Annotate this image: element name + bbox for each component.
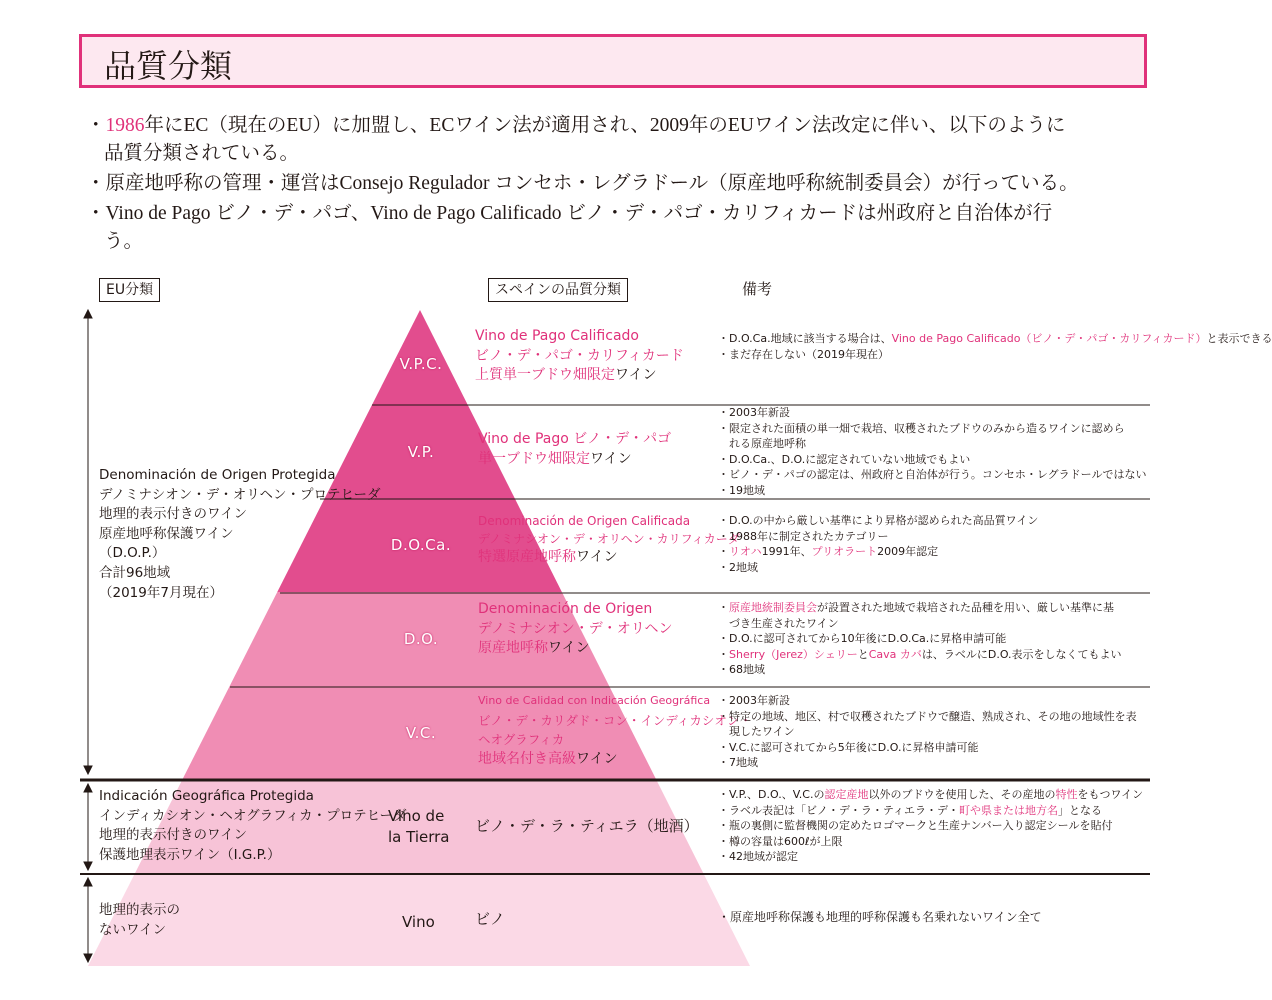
header-notes: 備考	[742, 280, 773, 298]
note-text: ・限定された面積の単一畑で栽培、収穫されたブドウのみから造るワインに認めら	[718, 421, 1125, 435]
note-text: ・D.O.Ca.、D.O.に認定されていない地域でもよい	[718, 452, 971, 466]
note-highlight: 特性	[1055, 788, 1078, 801]
name-line: Vino de Pago Calificado	[475, 328, 639, 344]
page-title: 品質分類	[104, 47, 233, 85]
name-line: ヘオグラフィカ	[478, 732, 565, 747]
vdlt-label-line: Vino de	[388, 807, 445, 825]
name-line: 単一ブドウ畑限定	[478, 450, 590, 467]
note-text: ・V.P.、D.O.、V.C.の	[718, 788, 825, 801]
note-highlight: Cava カバ	[868, 647, 922, 661]
name-line-suffix: ワイン	[590, 450, 632, 467]
note-text: ・瓶の裏側に監督機関の定めたロゴマークと生産ナンバー入り認定シールを貼付	[718, 819, 1113, 832]
name-line: ビノ・デ・パゴ・カリフィカード	[475, 347, 684, 364]
header-spain: スペインの品質分類	[488, 278, 628, 302]
note-highlight: Vino de Pago Calificado（ビノ・デ・パゴ・カリフィカード）	[891, 332, 1207, 345]
intro-line-1-text: 年にEC（現在のEU）に加盟し、ECワイン法が適用され、2009年のEUワイン法改定に伴い、以下のように	[144, 115, 1066, 136]
name-line: Denominación de Origen	[478, 601, 653, 617]
eu-group-dop	[99, 466, 380, 603]
note-text: ・D.O.に認可されてから10年後にD.O.Ca.に昇格申請可能	[718, 632, 1007, 645]
note-highlight: 認定産地	[824, 788, 869, 801]
name-line: 上質単一ブドウ畑限定	[475, 367, 615, 383]
eu-dop-line: 原産地呼称保護ワイン	[99, 525, 234, 542]
eu-dop-line: 地理的表示付きのワイン	[99, 506, 248, 523]
intro-line-2: 品質分類されている。	[104, 143, 300, 164]
intro-line-3: ・原産地呼称の管理・運営はConsejo Regulador コンセホ・レグラドール（原産地呼称統制委員会）が行っている。	[86, 173, 1079, 194]
note-highlight: リオハ	[729, 545, 762, 558]
eu-dop-line: （2019年7月現在）	[99, 584, 223, 601]
note-text: ・2地域	[718, 560, 758, 574]
notes-vpc	[718, 331, 1272, 362]
note-text: ・42地域が認定	[718, 850, 798, 863]
intro-line-4: ・Vino de Pago ビノ・デ・パゴ、Vino de Pago Calificado ビノ・デ・パゴ・カリフィカードは州政府と自治体が行	[86, 203, 1053, 224]
note-text: ・D.O.Ca.地域に該当する場合は、	[718, 332, 892, 345]
note-text: 2009年認定	[877, 545, 939, 558]
note-text: ・	[718, 601, 729, 614]
note-text: ・ビノ・デ・パゴの認定は、州政府と自治体が行う。コンセホ・レグラドールではない	[718, 468, 1147, 481]
note-text: 」となる	[1058, 803, 1103, 817]
note-text: 現したワイン	[718, 725, 795, 738]
eu-none-line: ないワイン	[99, 921, 167, 938]
note-text: ・	[718, 545, 729, 558]
note-text: ・まだ存在しない（2019年現在）	[718, 347, 889, 361]
vino-label: Vino	[402, 913, 435, 931]
vdlt-label-line: la Tierra	[388, 828, 450, 846]
level-vp-names	[478, 430, 671, 469]
note-text: ・D.O.の中から厳しい基準により昇格が認められた高品質ワイン	[718, 514, 1039, 527]
note-text: ・68地域	[718, 663, 765, 676]
level-vpc-label: V.P.C.	[399, 355, 443, 373]
vino-jp: ビノ	[475, 910, 505, 928]
name-line-suffix: ワイン	[615, 367, 657, 383]
note-text: が設置された地域で栽培された品種を用い、厳しい基準に基	[817, 601, 1114, 614]
name-line: 地域名付き高級	[478, 750, 576, 767]
vdlt-jp: ビノ・デ・ラ・ティエラ（地酒）	[475, 817, 699, 835]
level-doca-names	[478, 512, 740, 566]
notes-vp	[718, 405, 1146, 498]
name-line: Vino de Pago ビノ・デ・パゴ	[478, 431, 672, 447]
name-line: ビノ・デ・カリダド・コン・インディカシオン・	[478, 712, 752, 728]
eu-dop-line: （D.O.P.）	[99, 545, 166, 562]
name-line-suffix: ワイン	[548, 640, 590, 656]
note-text: ・ラベル表記は「ビノ・デ・ラ・ティエラ・デ・	[718, 803, 960, 817]
level-vpc-names	[475, 327, 684, 386]
eu-igp-line: インディカシオン・ヘオグラフィカ・プロテヒーダ	[99, 807, 407, 824]
name-line: 特選原産地呼称	[478, 549, 576, 565]
note-text: は、ラベルにD.O.表示をしなくてもよい	[921, 647, 1122, 661]
note-highlight: 町や県または地方名	[959, 803, 1059, 817]
eu-none-line: 地理的表示の	[99, 902, 180, 918]
header-eu: EU分類	[99, 278, 160, 302]
note-text: れる原産地呼称	[718, 437, 806, 450]
level-doca-label: D.O.Ca.	[390, 536, 452, 554]
eu-dop-line: Denominación de Origen Protegida	[99, 467, 336, 483]
intro-line-5: う。	[104, 231, 144, 252]
level-do-names	[478, 600, 672, 659]
year-highlight: 1986	[105, 115, 145, 136]
notes-vdlt	[718, 787, 1143, 865]
name-line: デノミナシオン・デ・オリヘン・カリフィカーダ	[478, 532, 740, 546]
name-line-suffix: ワイン	[576, 549, 618, 565]
name-line: Denominación de Origen Calificada	[478, 514, 691, 528]
bullet: ・	[86, 115, 106, 136]
eu-group-none	[99, 901, 180, 940]
vdlt-label	[388, 806, 450, 848]
notes-vino: ・原産地呼称保護も地理的呼称保護も名乗れないワイン全て	[718, 910, 1042, 924]
note-highlight: 原産地統制委員会	[729, 601, 817, 614]
name-line-suffix: ワイン	[576, 750, 618, 767]
note-text: ・樽の容量は600ℓが上限	[718, 834, 843, 848]
eu-dop-line: 合計96地域	[99, 564, 171, 581]
note-text: ・2003年新設	[718, 694, 790, 707]
note-text: ・特定の地域、地区、村で収穫されたブドウで醸造、熟成され、その地の地域性を表	[718, 709, 1137, 723]
eu-dop-line: デノミナシオン・デ・オリヘン・プロテヒーダ	[99, 486, 381, 503]
eu-igp-line: 保護地理表示ワイン（I.G.P.）	[99, 846, 281, 863]
notes-doca	[718, 513, 1038, 575]
note-text: をもつワイン	[1077, 788, 1144, 801]
note-text: と表示できる	[1206, 332, 1272, 345]
eu-igp-line: 地理的表示付きのワイン	[99, 827, 248, 844]
notes-vc	[718, 693, 1137, 771]
name-line: 原産地呼称	[478, 640, 548, 656]
note-text: づき生産されたワイン	[718, 616, 839, 630]
note-text: ・1988年に制定されたカテゴリー	[718, 529, 889, 543]
note-text: ・V.C.に認可されてから5年後にD.O.に昇格申請可能	[718, 740, 979, 754]
note-text: と	[857, 647, 869, 661]
note-highlight: Sherry（Jerez）シェリー	[729, 647, 858, 661]
name-line: Vino de Calidad con Indicación Geográfica	[478, 694, 711, 707]
note-text: ・19地域	[718, 483, 765, 497]
note-text: 1991年、	[761, 545, 812, 558]
eu-igp-line: Indicación Geográfica Protegida	[99, 788, 314, 804]
eu-group-igp	[99, 787, 407, 865]
level-vc-names	[478, 691, 752, 769]
level-vc-label: V.C.	[405, 724, 437, 742]
tier-none-band	[0, 875, 1242, 970]
note-text: 以外のブドウを使用した、その産地の	[868, 788, 1056, 801]
note-highlight: プリオラート	[811, 545, 878, 558]
name-line: デノミナシオン・デ・オリヘン	[478, 620, 673, 637]
notes-do	[718, 600, 1122, 678]
level-do-label: D.O.	[403, 630, 439, 648]
level-vp-label: V.P.	[407, 443, 435, 461]
note-text: ・2003年新設	[718, 406, 790, 419]
note-text: ・7地域	[718, 756, 758, 769]
note-text: ・	[718, 647, 729, 661]
